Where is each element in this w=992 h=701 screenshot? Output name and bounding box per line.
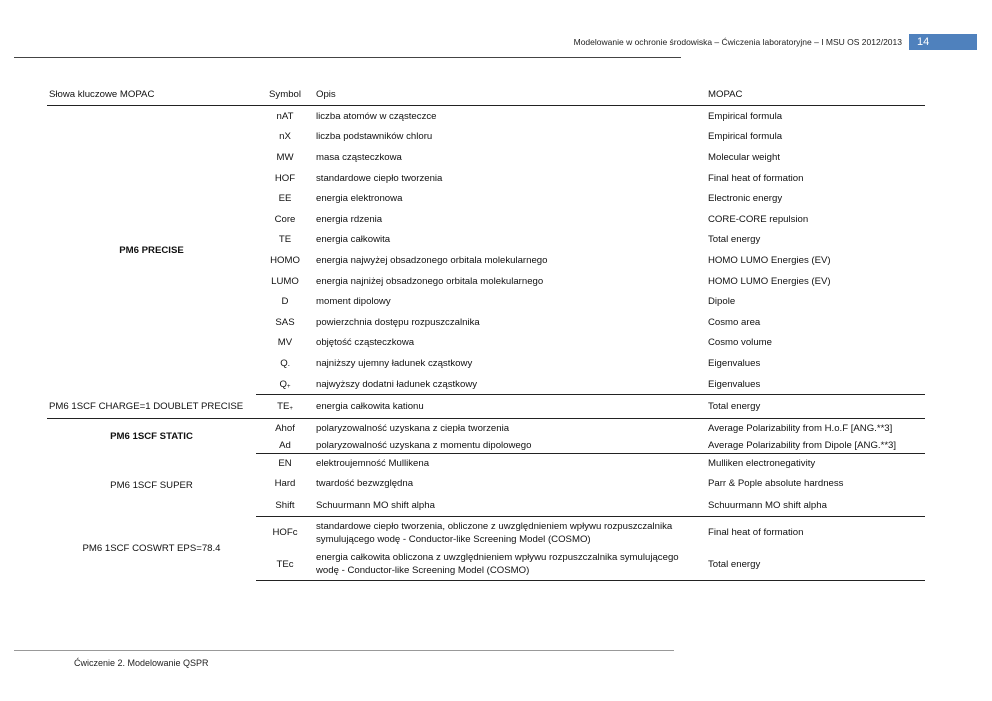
symbol-text: Q [280, 357, 288, 369]
description-cell: najwyższy dodatni ładunek cząstkowy [314, 374, 706, 395]
symbol-cell [256, 437, 314, 454]
description-cell: liczba atomów w cząsteczce [316, 110, 437, 122]
symbol-cell [256, 395, 314, 419]
symbol-text: MV [277, 337, 293, 349]
symbol-text: TE [278, 234, 292, 246]
mopac-cell: Schuurmann MO shift alpha [706, 495, 925, 516]
symbol-cell [256, 291, 314, 312]
descriptor-table [47, 84, 925, 581]
table-row [47, 395, 925, 419]
mopac-cell: Parr & Pople absolute hardness [708, 478, 844, 490]
mopac-cell: Dipole [708, 296, 736, 308]
symbol-text: Ahof [275, 422, 295, 434]
symbol-cell [256, 495, 314, 516]
table-body [47, 106, 925, 581]
symbol-text: HOFc [272, 527, 298, 539]
mopac-cell: Final heat of formation [708, 527, 804, 539]
table-row [47, 516, 925, 549]
symbol-text: nX [279, 131, 291, 143]
column-header-mopac: MOPAC [706, 84, 925, 106]
mopac-cell: Empirical formula [708, 110, 783, 122]
table-row [47, 454, 925, 473]
description-cell: Schuurmann MO shift alpha [314, 495, 706, 516]
description-cell: standardowe ciepło tworzenia, obliczone z uwzględnieniem wpływu rozpuszczalnika symulującego wodę - Conductor-like Screening Model (COSMO) [316, 520, 673, 545]
symbol-text: Q [279, 378, 287, 390]
description-cell: energia rdzenia [316, 213, 383, 225]
symbol-text: TE [277, 401, 290, 413]
symbol-subscript: + [286, 383, 291, 390]
description-cell: masa cząsteczkowa [316, 151, 402, 163]
mopac-cell: Eigenvalues [706, 374, 925, 395]
symbol-text: D [281, 296, 289, 308]
description-cell: polaryzowalność uzyskana z ciepła tworzenia [316, 422, 510, 434]
symbol-text: HOMO [270, 254, 300, 266]
description-cell: liczba podstawników chloru [316, 131, 433, 143]
description-cell: energia najniżej obsadzonego orbitala molekularnego [316, 275, 544, 287]
description-cell: standardowe ciepło tworzenia [316, 172, 443, 184]
mopac-cell: HOMO LUMO Energies (EV) [708, 275, 831, 287]
mopac-cell: Cosmo area [708, 316, 761, 328]
column-header-description: Opis [314, 84, 706, 106]
symbol-text: EE [278, 193, 292, 205]
column-header-symbol: Symbol [256, 84, 314, 106]
symbol-cell [256, 549, 314, 581]
table-row [47, 419, 925, 438]
mopac-cell: Total energy [708, 234, 761, 246]
keyword-cell: PM6 1SCF STATIC [110, 431, 193, 443]
symbol-cell [256, 209, 314, 230]
mopac-cell: HOMO LUMO Energies (EV) [708, 254, 831, 266]
keyword-cell: PM6 PRECISE [119, 244, 184, 256]
symbol-text: nAT [276, 110, 294, 122]
symbol-text: HOF [274, 172, 296, 184]
page-number: 14 [909, 34, 977, 50]
description-cell: polaryzowalność uzyskana z momentu dipolowego [314, 437, 706, 454]
symbol-text: Ad [279, 439, 291, 451]
mopac-cell: Total energy [706, 549, 925, 581]
symbol-cell [256, 353, 314, 374]
mopac-cell: Mulliken electronegativity [708, 457, 816, 469]
description-cell: energia najwyżej obsadzonego orbitala molekularnego [316, 254, 548, 266]
symbol-cell [256, 168, 314, 189]
table-row [47, 106, 925, 127]
description-cell: twardość bezwzględna [316, 478, 414, 490]
symbol-cell [256, 374, 314, 395]
mopac-cell: CORE-CORE repulsion [708, 213, 809, 225]
symbol-cell [256, 147, 314, 168]
symbol-text: Shift [275, 500, 295, 512]
mopac-cell: Average Polarizability from H.o.F [ANG.**3] [708, 422, 893, 434]
description-cell: energia całkowita kationu [314, 395, 706, 419]
symbol-cell [256, 454, 314, 473]
header-rule [14, 57, 681, 58]
mopac-cell: Empirical formula [708, 131, 783, 143]
symbol-subscript: + [289, 406, 293, 413]
keyword-cell: PM6 1SCF COSWRT EPS=78.4 [82, 542, 221, 554]
mopac-cell: Cosmo volume [708, 337, 772, 349]
description-cell: elektroujemność Mullikena [316, 457, 430, 469]
description-cell: najniższy ujemny ładunek cząstkowy [316, 357, 473, 369]
mopac-cell: Final heat of formation [708, 172, 804, 184]
mopac-cell: Total energy [706, 395, 925, 419]
running-header: Modelowanie w ochronie środowiska – Ćwiczenia laboratoryjne – I MSU OS 2012/2013 [573, 37, 902, 47]
mopac-cell: Molecular weight [708, 151, 780, 163]
description-cell: energia całkowita obliczona z uwzględnieniem wpływu rozpuszczalnika symulującego wodę - Conductor-like Screening Model (COSMO) [314, 549, 706, 581]
mopac-cell: Eigenvalues [708, 357, 761, 369]
symbol-cell [256, 419, 314, 438]
symbol-cell [256, 188, 314, 209]
description-cell: powierzchnia dostępu rozpuszczalnika [316, 316, 480, 328]
keyword-cell: PM6 1SCF CHARGE=1 DOUBLET PRECISE [47, 395, 256, 419]
symbol-cell [256, 127, 314, 148]
symbol-text: Hard [274, 478, 296, 490]
symbol-cell [256, 472, 314, 495]
symbol-cell [256, 106, 314, 127]
symbol-cell [256, 516, 314, 549]
footer-text: Ćwiczenie 2. Modelowanie QSPR [74, 658, 209, 668]
description-cell: energia elektronowa [316, 193, 403, 205]
symbol-cell [256, 250, 314, 271]
symbol-text: EN [278, 457, 292, 469]
mopac-cell: Electronic energy [708, 193, 783, 205]
symbol-text: TEc [276, 558, 294, 570]
symbol-cell [256, 271, 314, 292]
column-header-keywords: Słowa kluczowe MOPAC [47, 84, 256, 106]
description-cell: objętość cząsteczkowa [316, 337, 415, 349]
symbol-cell [256, 312, 314, 333]
mopac-cell: Average Polarizability from Dipole [ANG.**3] [706, 437, 925, 454]
symbol-text: SAS [275, 316, 295, 328]
symbol-text: MW [276, 151, 294, 163]
keyword-cell: PM6 1SCF SUPER [110, 479, 193, 491]
symbol-cell [256, 230, 314, 251]
symbol-text: LUMO [271, 275, 299, 287]
description-cell: moment dipolowy [316, 296, 391, 308]
symbol-cell [256, 333, 314, 354]
description-cell: energia całkowita [316, 234, 391, 246]
symbol-text: Core [274, 213, 296, 225]
table-header-row [47, 84, 925, 106]
footer-rule [14, 650, 674, 651]
symbol-subscript: - [287, 362, 290, 369]
